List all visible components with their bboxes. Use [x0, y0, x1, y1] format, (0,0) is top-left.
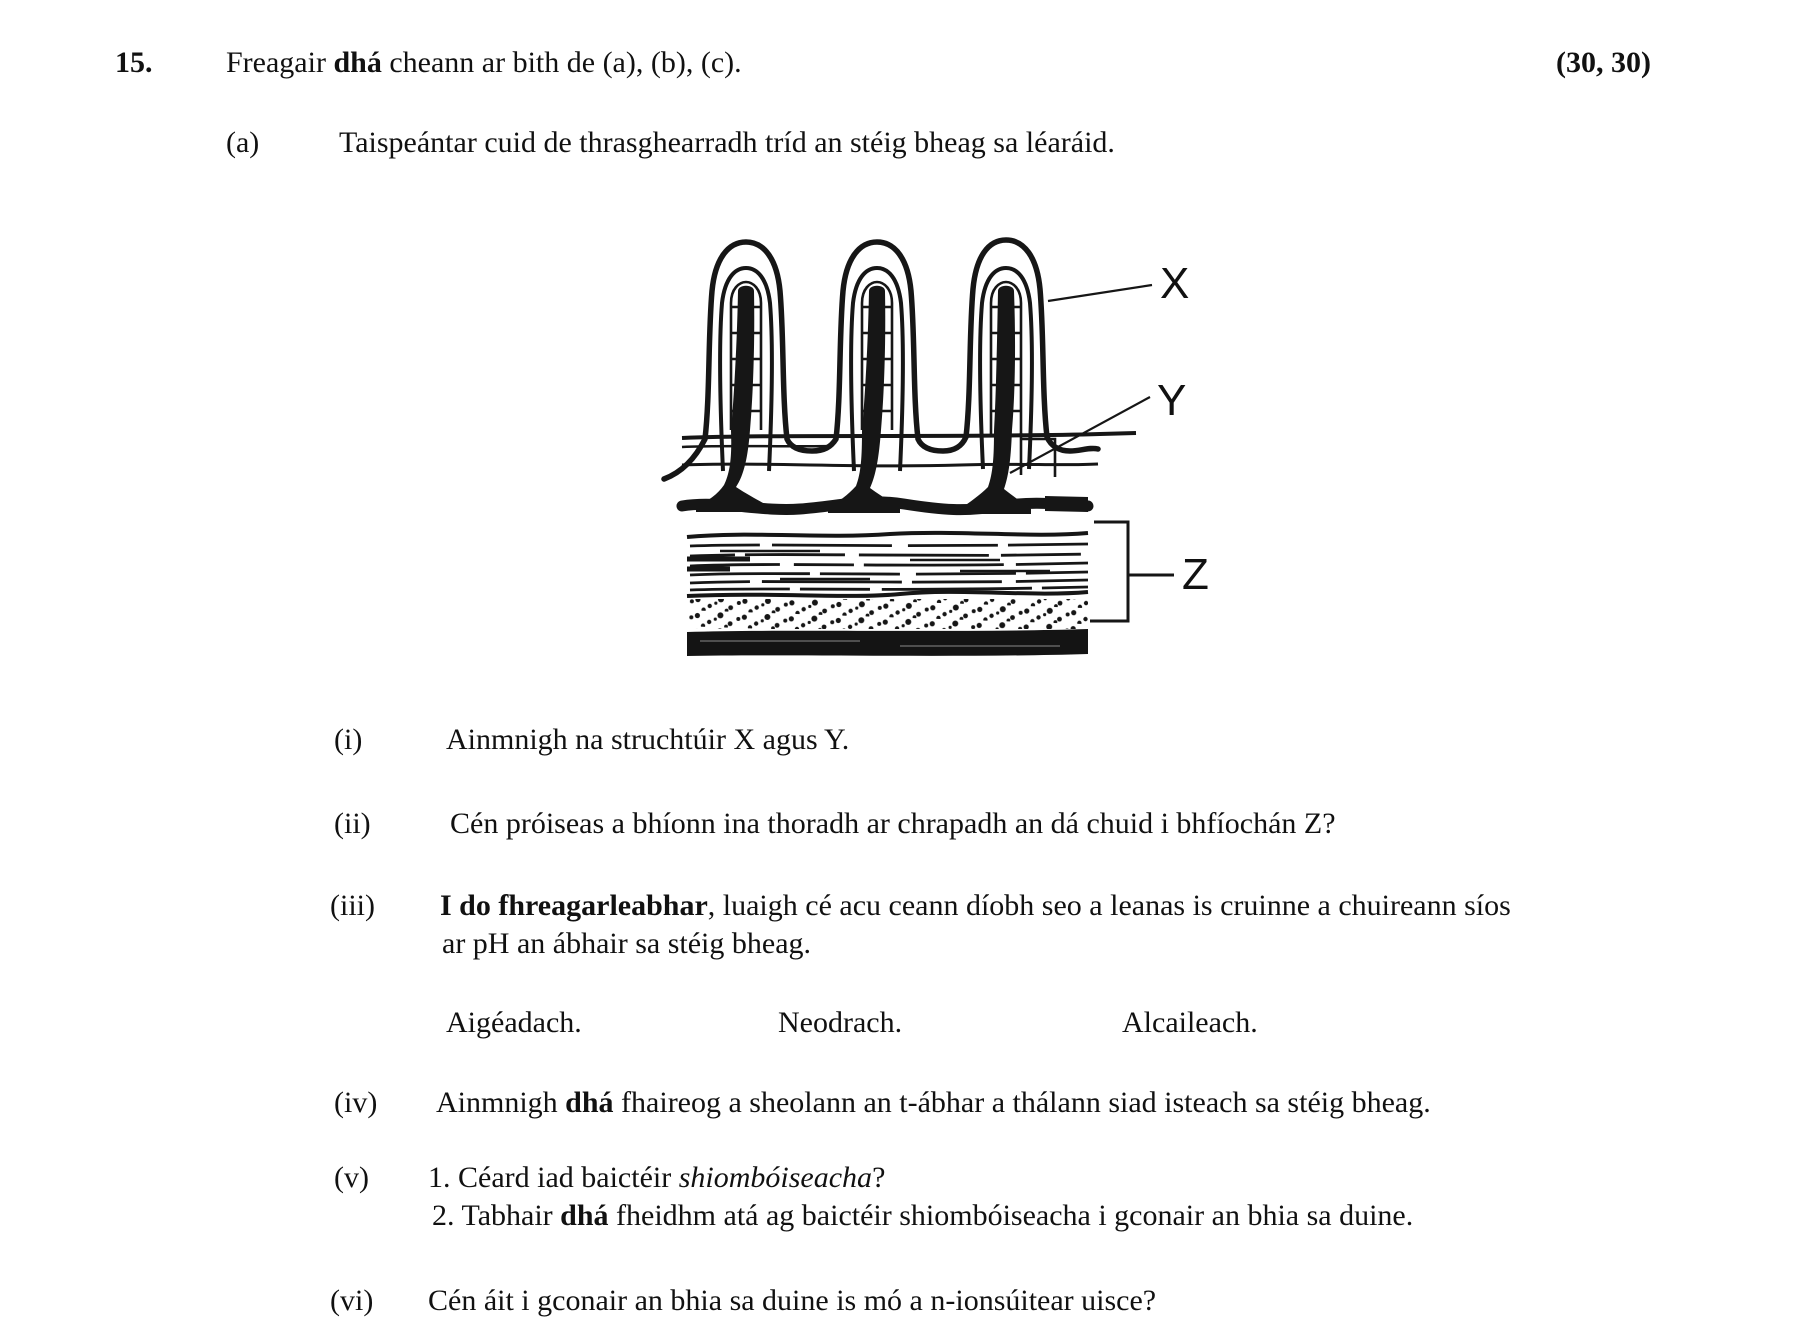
header-post: cheann ar bith de (a), (b), (c). — [381, 46, 742, 79]
item-iv-post: fhaireog a sheolann an t-ábhar a thálann siad isteach sa stéig bheag. — [613, 1086, 1431, 1119]
item-v-line1-post: ? — [872, 1161, 886, 1194]
item-iv-pre: Ainmnigh — [436, 1086, 566, 1119]
part-a-text: Taispeántar cuid de thrasghearradh tríd an stéig bheag sa léaráid. — [339, 126, 1115, 159]
small-intestine-cross-section-diagram — [660, 225, 1260, 675]
label-z: Z — [1182, 550, 1209, 599]
item-v-line2-pre: 2. Tabhair — [432, 1199, 561, 1232]
dotted-layer — [687, 599, 1088, 629]
question-header — [226, 45, 742, 81]
marks-badge: (30, 30) — [1556, 46, 1651, 79]
question-number: 15. — [115, 46, 153, 79]
item-v-line1 — [428, 1160, 885, 1196]
item-vi-text: Cén áit i gconair an bhia sa duine is mó a n-ionsúitear uisce? — [428, 1284, 1157, 1317]
z-bracket — [1090, 522, 1174, 621]
item-i-label: (i) — [334, 723, 363, 756]
label-x: X — [1160, 259, 1190, 308]
part-a-label: (a) — [226, 126, 260, 159]
item-iii-line2: ar pH an ábhair sa stéig bheag. — [442, 927, 812, 960]
item-iii-line1 — [440, 888, 1511, 924]
item-v-line2-post: fheidhm atá ag baictéir shiombóiseacha i gconair an bhia sa duine. — [608, 1199, 1414, 1232]
item-v-label: (v) — [334, 1161, 369, 1194]
item-v-line1-italic: shiombóiseacha — [678, 1161, 873, 1194]
item-iii-label: (iii) — [330, 889, 375, 922]
header-bold: dhá — [333, 46, 382, 79]
item-iii-bold: I do fhreagarleabhar — [440, 889, 708, 922]
leader-line-x — [1048, 285, 1152, 301]
option-alkaline: Alcaileach. — [1122, 1006, 1258, 1039]
header-pre: Freagair — [226, 46, 334, 79]
item-v-line2 — [432, 1198, 1413, 1234]
option-acidic: Aigéadach. — [446, 1006, 582, 1039]
label-y: Y — [1157, 376, 1187, 425]
item-ii-label: (ii) — [334, 807, 371, 840]
item-vi-label: (vi) — [330, 1284, 374, 1317]
item-iii-rest: , luaigh cé acu ceann díobh seo a leanas is cruinne a chuireann síos — [707, 889, 1511, 922]
item-ii-text: Cén próiseas a bhíonn ina thoradh ar chrapadh an dá chuid i bhfíochán Z? — [450, 807, 1336, 840]
option-neutral: Neodrach. — [778, 1006, 903, 1039]
serosa-band — [687, 629, 1088, 656]
item-iv-bold: dhá — [565, 1086, 614, 1119]
item-v-line1-pre: 1. Céard iad baictéir — [428, 1161, 679, 1194]
item-iv-text — [436, 1085, 1431, 1121]
item-iv-label: (iv) — [334, 1086, 378, 1119]
item-v-line2-bold: dhá — [560, 1199, 609, 1232]
item-i-text: Ainmnigh na struchtúir X agus Y. — [446, 723, 850, 756]
muscle-layer-lines — [687, 533, 1088, 596]
